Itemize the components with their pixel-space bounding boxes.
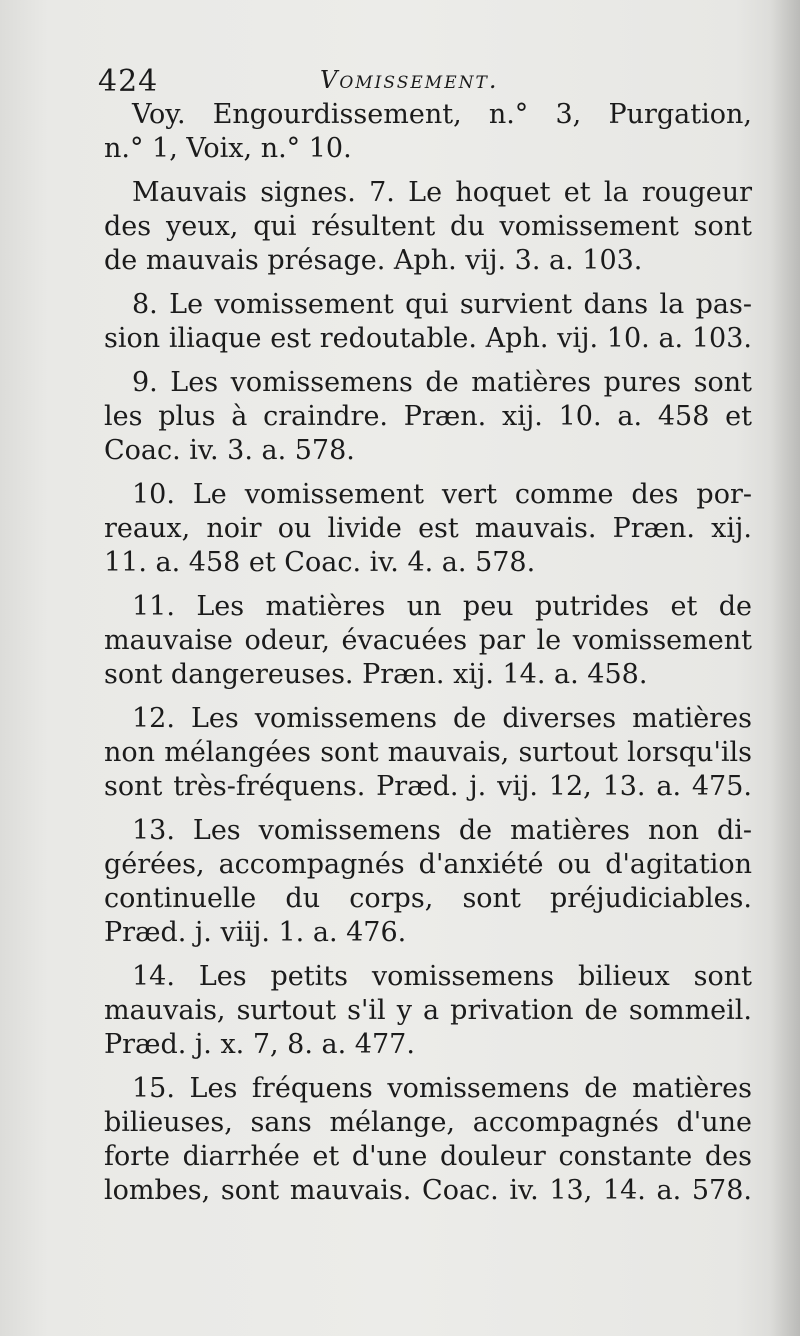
paragraph-7 <box>104 176 752 278</box>
page-body <box>104 98 752 1218</box>
text-line: Mauvais signes. 7. Le hoquet et la rougeur <box>132 177 752 208</box>
running-head: Vomissement. <box>320 66 499 94</box>
paragraph-12 <box>104 702 752 804</box>
text-line: des yeux, qui résultent du vomissement sont <box>104 211 752 242</box>
text-line: mauvais, surtout s'il y a privation de sommeil. <box>104 995 752 1026</box>
text-line: Coac. iv. 3. a. 578. <box>104 435 355 466</box>
text-line: forte diarrhée et d'une douleur constante des <box>104 1141 752 1172</box>
text-line: non mélangées sont mauvais, surtout lorsqu'ils <box>104 737 752 768</box>
paragraph-11 <box>104 590 752 692</box>
paragraph-8 <box>104 288 752 356</box>
paragraph-9 <box>104 366 752 468</box>
page-number: 424 <box>98 64 159 99</box>
paragraph-15 <box>104 1072 752 1208</box>
text-line: bilieuses, sans mélange, accompagnés d'une <box>104 1107 752 1138</box>
text-line: de mauvais présage. Aph. vij. 3. a. 103. <box>104 245 643 276</box>
text-line: 12. Les vomissemens de diverses matières <box>132 703 752 734</box>
paragraph-see-also <box>104 98 752 166</box>
text-line: Præd. j. x. 7, 8. a. 477. <box>104 1029 415 1060</box>
text-line: lombes, sont mauvais. Coac. iv. 13, 14. a. 578. <box>104 1175 752 1206</box>
text-line: Præd. j. viij. 1. a. 476. <box>104 917 407 948</box>
paragraph-10 <box>104 478 752 580</box>
text-line: 9. Les vomissemens de matières pures sont <box>132 367 752 398</box>
text-line: continuelle du corps, sont préjudiciables. <box>104 883 752 914</box>
text-line: reaux, noir ou livide est mauvais. Præn. xij. <box>104 513 752 544</box>
text-line: les plus à craindre. Præn. xij. 10. a. 458 et <box>104 401 752 432</box>
text-line: 13. Les vomissemens de matières non di- <box>132 815 752 846</box>
page-edge-shadow <box>770 0 800 1336</box>
text-line: 14. Les petits vomissemens bilieux sont <box>132 961 752 992</box>
text-line: 10. Le vomissement vert comme des por- <box>132 479 752 510</box>
text-line: 11. Les matières un peu putrides et de <box>132 591 752 622</box>
text-line: mauvaise odeur, évacuées par le vomissement <box>104 625 752 656</box>
paragraph-14 <box>104 960 752 1062</box>
text-line: sion iliaque est redoutable. Aph. vij. 10. a. 103. <box>104 323 752 354</box>
text-line: sont très-fréquens. Præd. j. vij. 12, 13. a. 475. <box>104 771 752 802</box>
text-line: 11. a. 458 et Coac. iv. 4. a. 578. <box>104 547 536 578</box>
text-line: gérées, accompagnés d'anxiété ou d'agitation <box>104 849 752 880</box>
text-line: 15. Les fréquens vomissemens de matières <box>132 1073 752 1104</box>
text-line: n.° 1, Voix, n.° 10. <box>104 133 352 164</box>
text-line: 8. Le vomissement qui survient dans la pas- <box>132 289 752 320</box>
text-line: sont dangereuses. Præn. xij. 14. a. 458. <box>104 659 648 690</box>
text-line: Voy. Engourdissement, n.° 3, Purgation, <box>132 99 752 130</box>
paragraph-13 <box>104 814 752 950</box>
